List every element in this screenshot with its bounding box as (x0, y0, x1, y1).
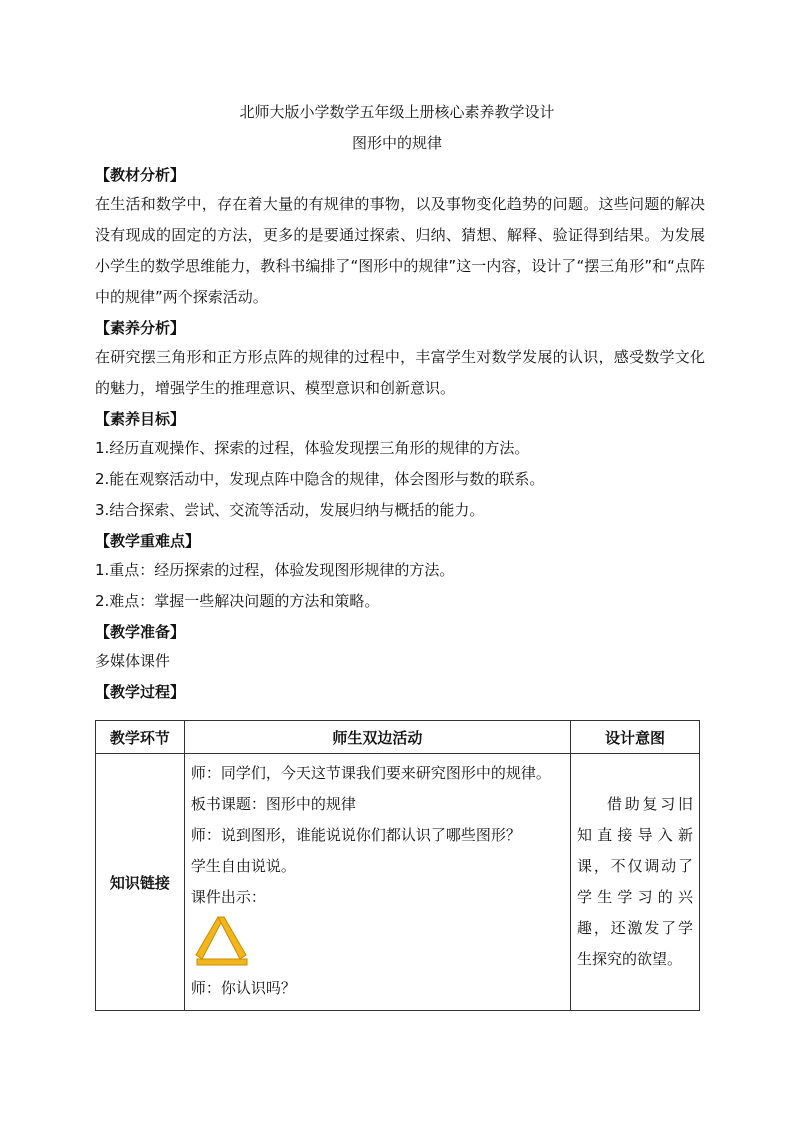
stick-triangle-image (191, 913, 564, 973)
activity-line: 课件出示： (190, 888, 266, 906)
table-header-row (96, 721, 700, 754)
section-heading-preparation: 【教学准备】 (95, 623, 186, 641)
key-point-item: 2.难点：掌握一些解决问题的方法和策略。 (95, 592, 380, 610)
activity-line: 师：你认识吗？ (190, 979, 296, 997)
activity-line: 板书课题：图形中的规律 (190, 795, 356, 813)
activity-line: 学生自由说说。 (190, 857, 296, 875)
column-header-activity: 师生双边活动 (184, 721, 570, 754)
textbook-analysis-text: 在生活和数学中，存在着大量的有规律的事物，以及事物变化趋势的问题。这些问题的解决没有现成的固定的方法，更多的是要通过探索、归纳、猜想、解释、验证得到结果。为发展小学生的数学思维能力，教科书编排了“图形中的规律”这一内容，设计了“摆三角形”和“点阵中的规律”两个探索活动。 (95, 195, 705, 306)
section-heading-literacy-analysis: 【素养分析】 (95, 319, 186, 337)
activity-line: 师：说到图形，谁能说说你们都认识了哪些图形？ (190, 826, 521, 844)
table-row (96, 754, 700, 1011)
section-heading-literacy-goals: 【素养目标】 (95, 410, 186, 428)
section-heading-key-points: 【教学重难点】 (95, 532, 201, 550)
stick-triangle-icon (191, 915, 251, 971)
section-heading-process: 【教学过程】 (95, 683, 186, 701)
section-heading-textbook-analysis: 【教材分析】 (95, 166, 186, 184)
document-title: 北师大版小学数学五年级上册核心素养教学设计 (239, 103, 555, 121)
intent-text: 借助复习旧知直接导入新课，不仅调动了学生学习的兴趣，还激发了学生探究的欲望。 (577, 795, 693, 968)
document-subtitle: 图形中的规律 (351, 134, 442, 152)
goal-item: 2.能在观察活动中，发现点阵中隐含的规律，体会图形与数的联系。 (95, 470, 545, 488)
column-header-stage: 教学环节 (96, 721, 185, 754)
goal-item: 1.经历直观操作、探索的过程，体验发现摆三角形的规律的方法。 (95, 439, 530, 457)
activity-line: 师：同学们，今天这节课我们要来研究图形中的规律。 (190, 764, 551, 782)
lesson-table (95, 720, 700, 1011)
goal-item: 3.结合探索、尝试、交流等活动，发展归纳与概括的能力。 (95, 501, 485, 519)
column-header-intent: 设计意图 (571, 721, 700, 754)
key-point-item: 1.重点：经历探索的过程，体验发现图形规律的方法。 (95, 561, 455, 579)
literacy-analysis-text: 在研究摆三角形和正方形点阵的规律的过程中，丰富学生对数学发展的认识，感受数学文化的魅力，增强学生的推理意识、模型意识和创新意识。 (95, 348, 705, 397)
preparation-text: 多媒体课件 (95, 652, 171, 670)
stage-cell: 知识链接 (96, 754, 185, 1011)
intent-cell (571, 754, 700, 1011)
document-body (95, 160, 705, 706)
activity-cell (184, 754, 570, 1011)
